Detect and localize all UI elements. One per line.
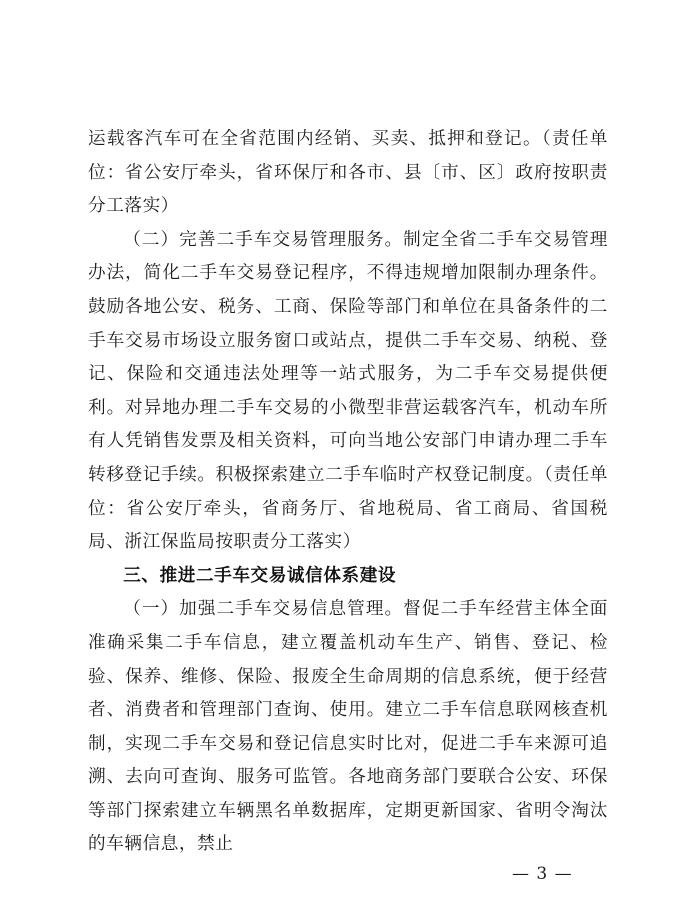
paragraph-continuation: 运载客汽车可在全省范围内经销、买卖、抵押和登记。（责任单位：省公安厅牵头，省环保厅和各市、县〔市、区〕政府按职责分工落实） — [88, 129, 608, 217]
page-number: — 3 — — [512, 864, 573, 884]
paragraph-second-hand-car-information-management: （一）加强二手车交易信息管理。督促二手车经营主体全面准确采集二手车信息，建立覆盖机动车生产、销售、登记、检验、保养、维修、保险、报废全生命周期的信息系统，便于经营者、消费者和管理部门查询、使用。建立二手车信息联网核查机制，实现二手车交易和登记信息实时比对，促进二手车来源可追溯、去向可查询、服务可监管。各地商务部门要联合公安、环保等部门探索建立车辆黑名单数据库，定期更新国家、省明令淘汰的车辆信息，禁止 — [88, 599, 608, 855]
document-body — [88, 123, 608, 862]
paragraph-second-hand-car-trading-services: （二）完善二手车交易管理服务。制定全省二手车交易管理办法，简化二手车交易登记程序，不得违规增加限制办理条件。鼓励各地公安、税务、工商、保险等部门和单位在具备条件的二手车交易市场设立服务窗口或站点，提供二手车交易、纳税、登记、保险和交通违法处理等一站式服务，为二手车交易提供便利。对异地办理二手车交易的小微型非营运载客汽车，机动车所有人凭销售发票及相关资料，可向当地公安部门申请办理二手车转移登记手续。积极探索建立二手车临时产权登记制度。（责任单位：省公安厅牵头，省商务厅、省地税局、省工商局、省国税局、浙江保监局按职责分工落实） — [88, 229, 608, 553]
section-heading: 三、推进二手车交易诚信体系建设 — [123, 565, 397, 586]
